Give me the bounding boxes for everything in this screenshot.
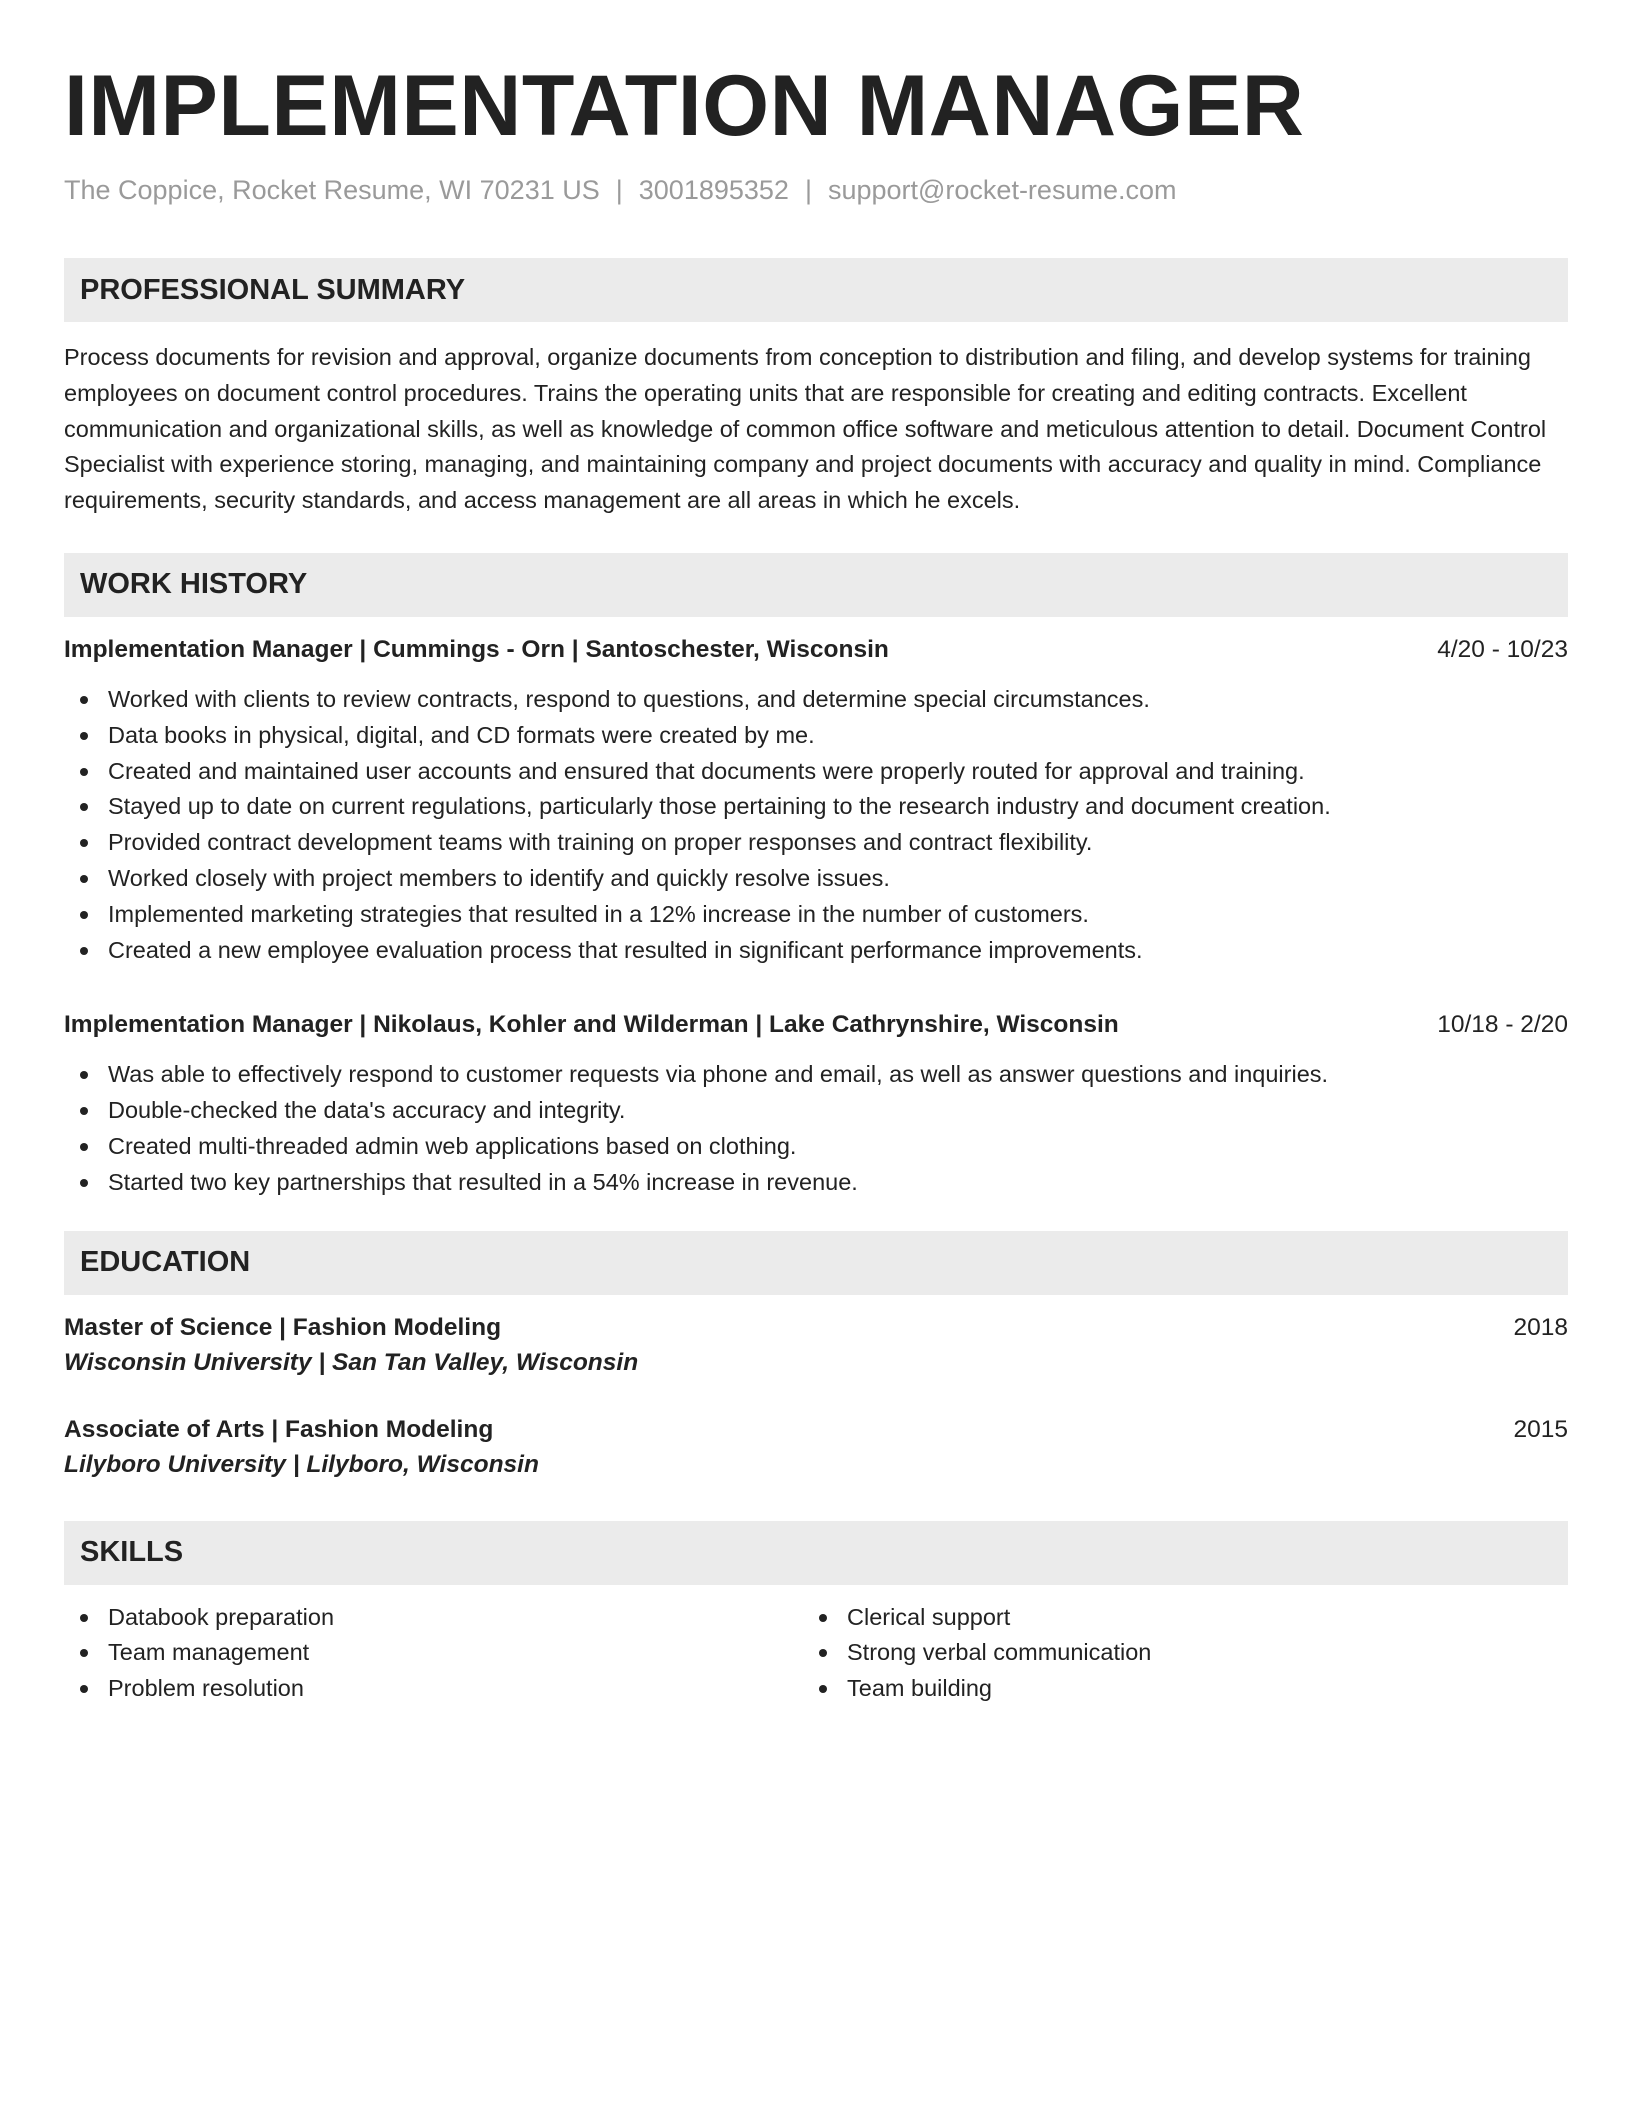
bullet-text: Stayed up to date on current regulations, particularly those pertaining to the research industry and document creation.	[108, 793, 1331, 820]
bullet-icon	[80, 1685, 88, 1693]
bullet-text: Created multi-threaded admin web applications based on clothing.	[108, 1132, 797, 1159]
skill-text: Clerical support	[847, 1603, 1011, 1630]
education-year: 2015	[1513, 1415, 1568, 1443]
bullet-icon	[80, 875, 88, 883]
bullet-text: Started two key partnerships that resulted in a 54% increase in revenue.	[108, 1168, 858, 1195]
list-item	[64, 861, 1568, 897]
skill-text: Strong verbal communication	[847, 1639, 1152, 1666]
bullet-icon	[819, 1649, 827, 1657]
bullet-icon	[80, 1143, 88, 1151]
list-item	[64, 754, 1568, 790]
job-title: Implementation Manager | Cummings - Orn | Santoschester, Wisconsin	[64, 635, 889, 663]
skills-right-column	[803, 1600, 1542, 1707]
contact-phone: 3001895352	[638, 175, 789, 205]
job-header	[64, 1008, 1568, 1042]
bullet-icon	[80, 1614, 88, 1622]
contact-email: support@rocket-resume.com	[827, 175, 1177, 205]
contact-line	[64, 172, 1568, 208]
bullet-icon	[80, 803, 88, 811]
bullet-icon	[80, 947, 88, 955]
bullet-text: Data books in physical, digital, and CD formats were created by me.	[108, 721, 815, 748]
list-item	[64, 1671, 803, 1707]
bullet-icon	[80, 1071, 88, 1079]
list-item	[64, 1057, 1568, 1093]
section-heading-skills: SKILLS	[64, 1521, 1568, 1585]
list-item	[64, 682, 1568, 718]
education-school: Wisconsin University | San Tan Valley, Wisconsin	[64, 1348, 639, 1376]
skills-left-column	[64, 1600, 803, 1707]
skill-text: Problem resolution	[108, 1675, 304, 1702]
education-year: 2018	[1513, 1313, 1568, 1341]
skills-columns	[64, 1600, 1568, 1707]
section-heading-work-history: WORK HISTORY	[64, 553, 1568, 617]
bullet-text: Worked closely with project members to identify and quickly resolve issues.	[108, 864, 890, 891]
summary-text: Process documents for revision and approval, organize documents from conception to distribution and filing, and develop systems for training employees on document control procedures. Trains the operating units that are responsible for creating and editing contracts. Excellent communication and organizational skills, as well as knowledge of common office software and meticulous attention to detail. Document Control Specialist with experience storing, managing, and maintaining company and project documents with accuracy and quality in mind. Compliance requirements, security standards, and access management are all areas in which he excels.	[64, 344, 1547, 514]
list-item	[64, 789, 1568, 825]
list-item	[64, 1165, 1568, 1201]
section-heading-summary: PROFESSIONAL SUMMARY	[64, 258, 1568, 322]
job-dates: 10/18 - 2/20	[1437, 1011, 1568, 1039]
bullet-text: Provided contract development teams with training on proper responses and contract flexibility.	[108, 829, 1093, 856]
education-entry	[64, 1413, 1568, 1483]
contact-separator: |	[804, 175, 812, 205]
job-bullets	[64, 1057, 1568, 1200]
bullet-text: Double-checked the data's accuracy and integrity.	[108, 1097, 626, 1124]
education-entry	[64, 1311, 1568, 1381]
skill-text: Databook preparation	[108, 1603, 335, 1630]
list-item	[64, 897, 1568, 933]
contact-address: The Coppice, Rocket Resume, WI 70231 US	[64, 175, 600, 205]
bullet-icon	[819, 1614, 827, 1622]
bullet-icon	[80, 1107, 88, 1115]
skill-text: Team building	[847, 1675, 993, 1702]
education-header	[64, 1311, 1568, 1345]
list-item	[803, 1600, 1542, 1636]
bullet-text: Implemented marketing strategies that resulted in a 12% increase in the number of customers.	[108, 900, 1089, 927]
bullet-text: Was able to effectively respond to customer requests via phone and email, as well as answer questions and inquiries.	[108, 1061, 1329, 1088]
list-item	[803, 1635, 1542, 1671]
bullet-icon	[80, 732, 88, 740]
bullet-icon	[80, 768, 88, 776]
bullet-icon	[80, 911, 88, 919]
bullet-icon	[80, 839, 88, 847]
contact-separator: |	[615, 175, 623, 205]
bullet-icon	[819, 1685, 827, 1693]
list-item	[64, 1129, 1568, 1165]
skill-text: Team management	[108, 1639, 310, 1666]
list-item	[64, 718, 1568, 754]
bullet-text: Created a new employee evaluation process that resulted in significant performance improvements.	[108, 936, 1143, 963]
education-degree: Associate of Arts | Fashion Modeling	[64, 1415, 494, 1443]
list-item	[64, 1600, 803, 1636]
education-header	[64, 1413, 1568, 1447]
job-entry	[64, 633, 1568, 968]
job-header	[64, 633, 1568, 667]
bullet-icon	[80, 1649, 88, 1657]
job-bullets	[64, 682, 1568, 968]
job-dates: 4/20 - 10/23	[1437, 635, 1568, 663]
job-entry	[64, 1008, 1568, 1200]
list-item	[64, 933, 1568, 969]
section-heading-education: EDUCATION	[64, 1231, 1568, 1295]
education-degree: Master of Science | Fashion Modeling	[64, 1313, 502, 1341]
job-title: Implementation Manager | Nikolaus, Kohler and Wilderman | Lake Cathrynshire, Wisconsin	[64, 1011, 1119, 1039]
list-item	[64, 1635, 803, 1671]
bullet-text: Worked with clients to review contracts, respond to questions, and determine special circumstances.	[108, 685, 1150, 712]
bullet-icon	[80, 1179, 88, 1187]
education-school: Lilyboro University | Lilyboro, Wisconsin	[64, 1450, 539, 1478]
list-item	[64, 825, 1568, 861]
bullet-text: Created and maintained user accounts and ensured that documents were properly routed for approval and training.	[108, 757, 1305, 784]
list-item	[64, 1093, 1568, 1129]
bullet-icon	[80, 696, 88, 704]
list-item	[803, 1671, 1542, 1707]
resume-name: IMPLEMENTATION MANAGER	[64, 58, 1305, 154]
